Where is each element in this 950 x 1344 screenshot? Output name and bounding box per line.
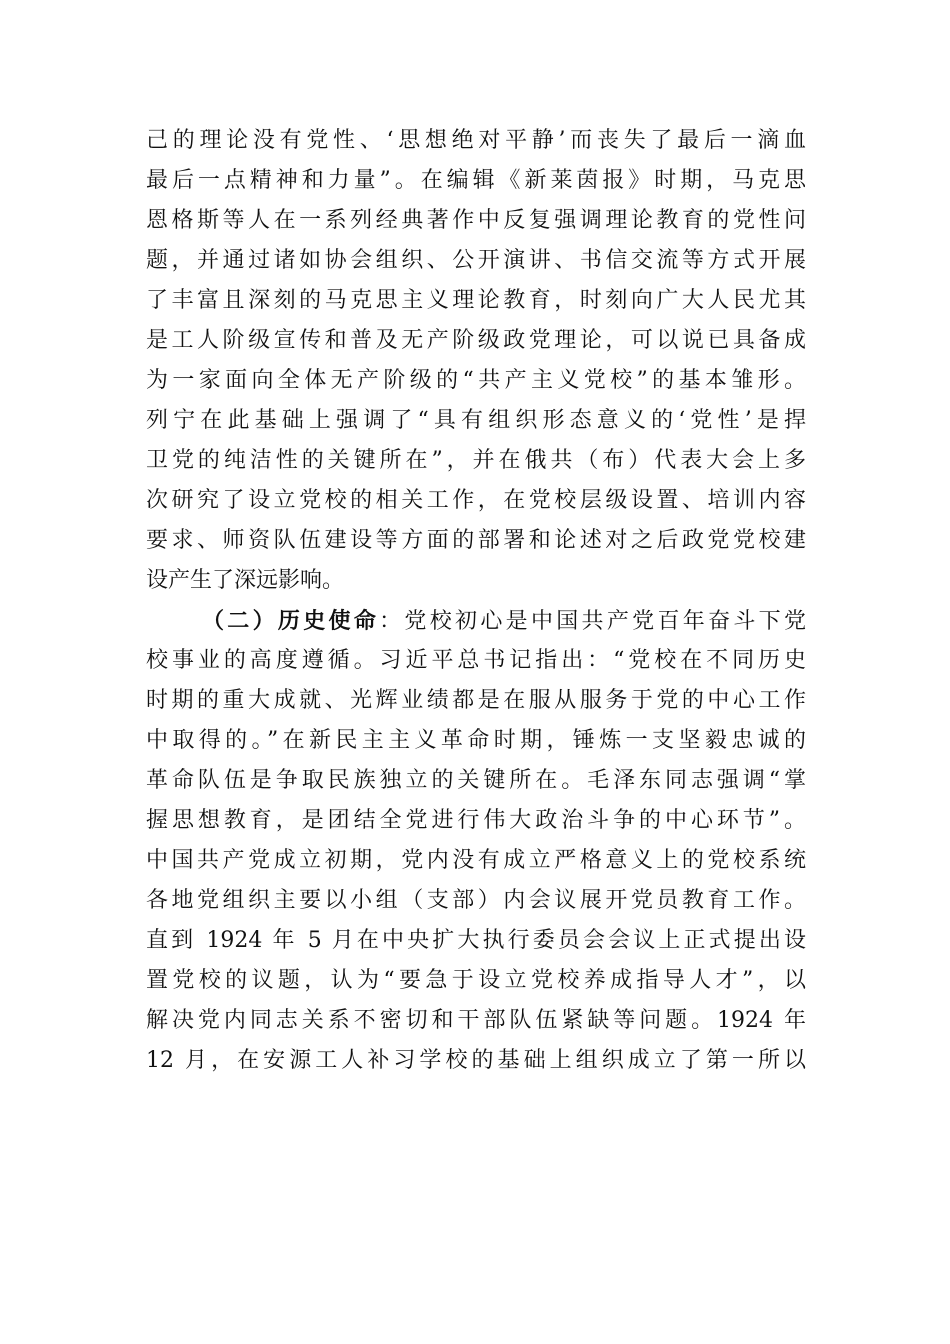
text-line: 最后一点精神和力量”。在编辑《新莱茵报》时期，马克思: [146, 168, 806, 193]
text-line: 解决党内同志关系不密切和干部队伍紧缺等问题。1924 年: [146, 1008, 806, 1033]
text-line: 题，并通过诸如协会组织、公开演讲、书信交流等方式开展: [146, 248, 806, 273]
paragraph-first-line: [146, 601, 806, 641]
text-line: 列宁在此基础上强调了“具有组织形态意义的‘党性’是捍: [146, 408, 806, 433]
text-line: 卫党的纯洁性的关键所在”，并在俄共（布）代表大会上多: [146, 448, 806, 473]
text-line: 为一家面向全体无产阶级的“共产主义党校”的基本雏形。: [146, 368, 806, 393]
text-line: 要求、师资队伍建设等方面的部署和论述对之后政党党校建: [146, 528, 806, 553]
text-span: ：党校初心是中国共产党百年奋斗下党: [379, 609, 806, 634]
text-line: 了丰富且深刻的马克思主义理论教育，时刻向广大人民尤其: [146, 288, 806, 313]
text-line: 中取得的。”在新民主主义革命时期，锤炼一支坚毅忠诚的: [146, 728, 806, 753]
text-line: 革命队伍是争取民族独立的关键所在。毛泽东同志强调“掌: [146, 768, 806, 793]
text-line: 恩格斯等人在一系列经典著作中反复强调理论教育的党性问: [146, 208, 806, 233]
text-line: 握思想教育，是团结全党进行伟大政治斗争的中心环节”。: [146, 808, 806, 833]
text-line: 己的理论没有党性、‘思想绝对平静’而丧失了最后一滴血: [146, 128, 806, 153]
text-line: 校事业的高度遵循。习近平总书记指出：“党校在不同历史: [146, 648, 806, 673]
text-line: 置党校的议题，认为“要急于设立党校养成指导人才”，以: [146, 968, 806, 993]
document-body: [146, 121, 806, 1081]
text-line: 直到 1924 年 5 月在中央扩大执行委员会会议上正式提出设: [146, 928, 806, 953]
text-line: 各地党组织主要以小组（支部）内会议展开党员教育工作。: [146, 888, 806, 913]
text-line: 时期的重大成就、光辉业绩都是在服从服务于党的中心工作: [146, 688, 806, 713]
section-heading: （二）历史使命: [202, 608, 380, 634]
text-line: 12 月，在安源工人补习学校的基础上组织成立了第一所以: [146, 1048, 806, 1073]
text-line: 设产生了深远影响。: [146, 568, 345, 593]
text-line: 是工人阶级宣传和普及无产阶级政党理论，可以说已具备成: [146, 328, 806, 353]
text-line: 中国共产党成立初期，党内没有成立严格意义上的党校系统: [146, 848, 806, 873]
paragraph-2: [146, 601, 806, 1081]
paragraph-1: [146, 121, 806, 601]
text-line: 次研究了设立党校的相关工作，在党校层级设置、培训内容: [146, 488, 806, 513]
